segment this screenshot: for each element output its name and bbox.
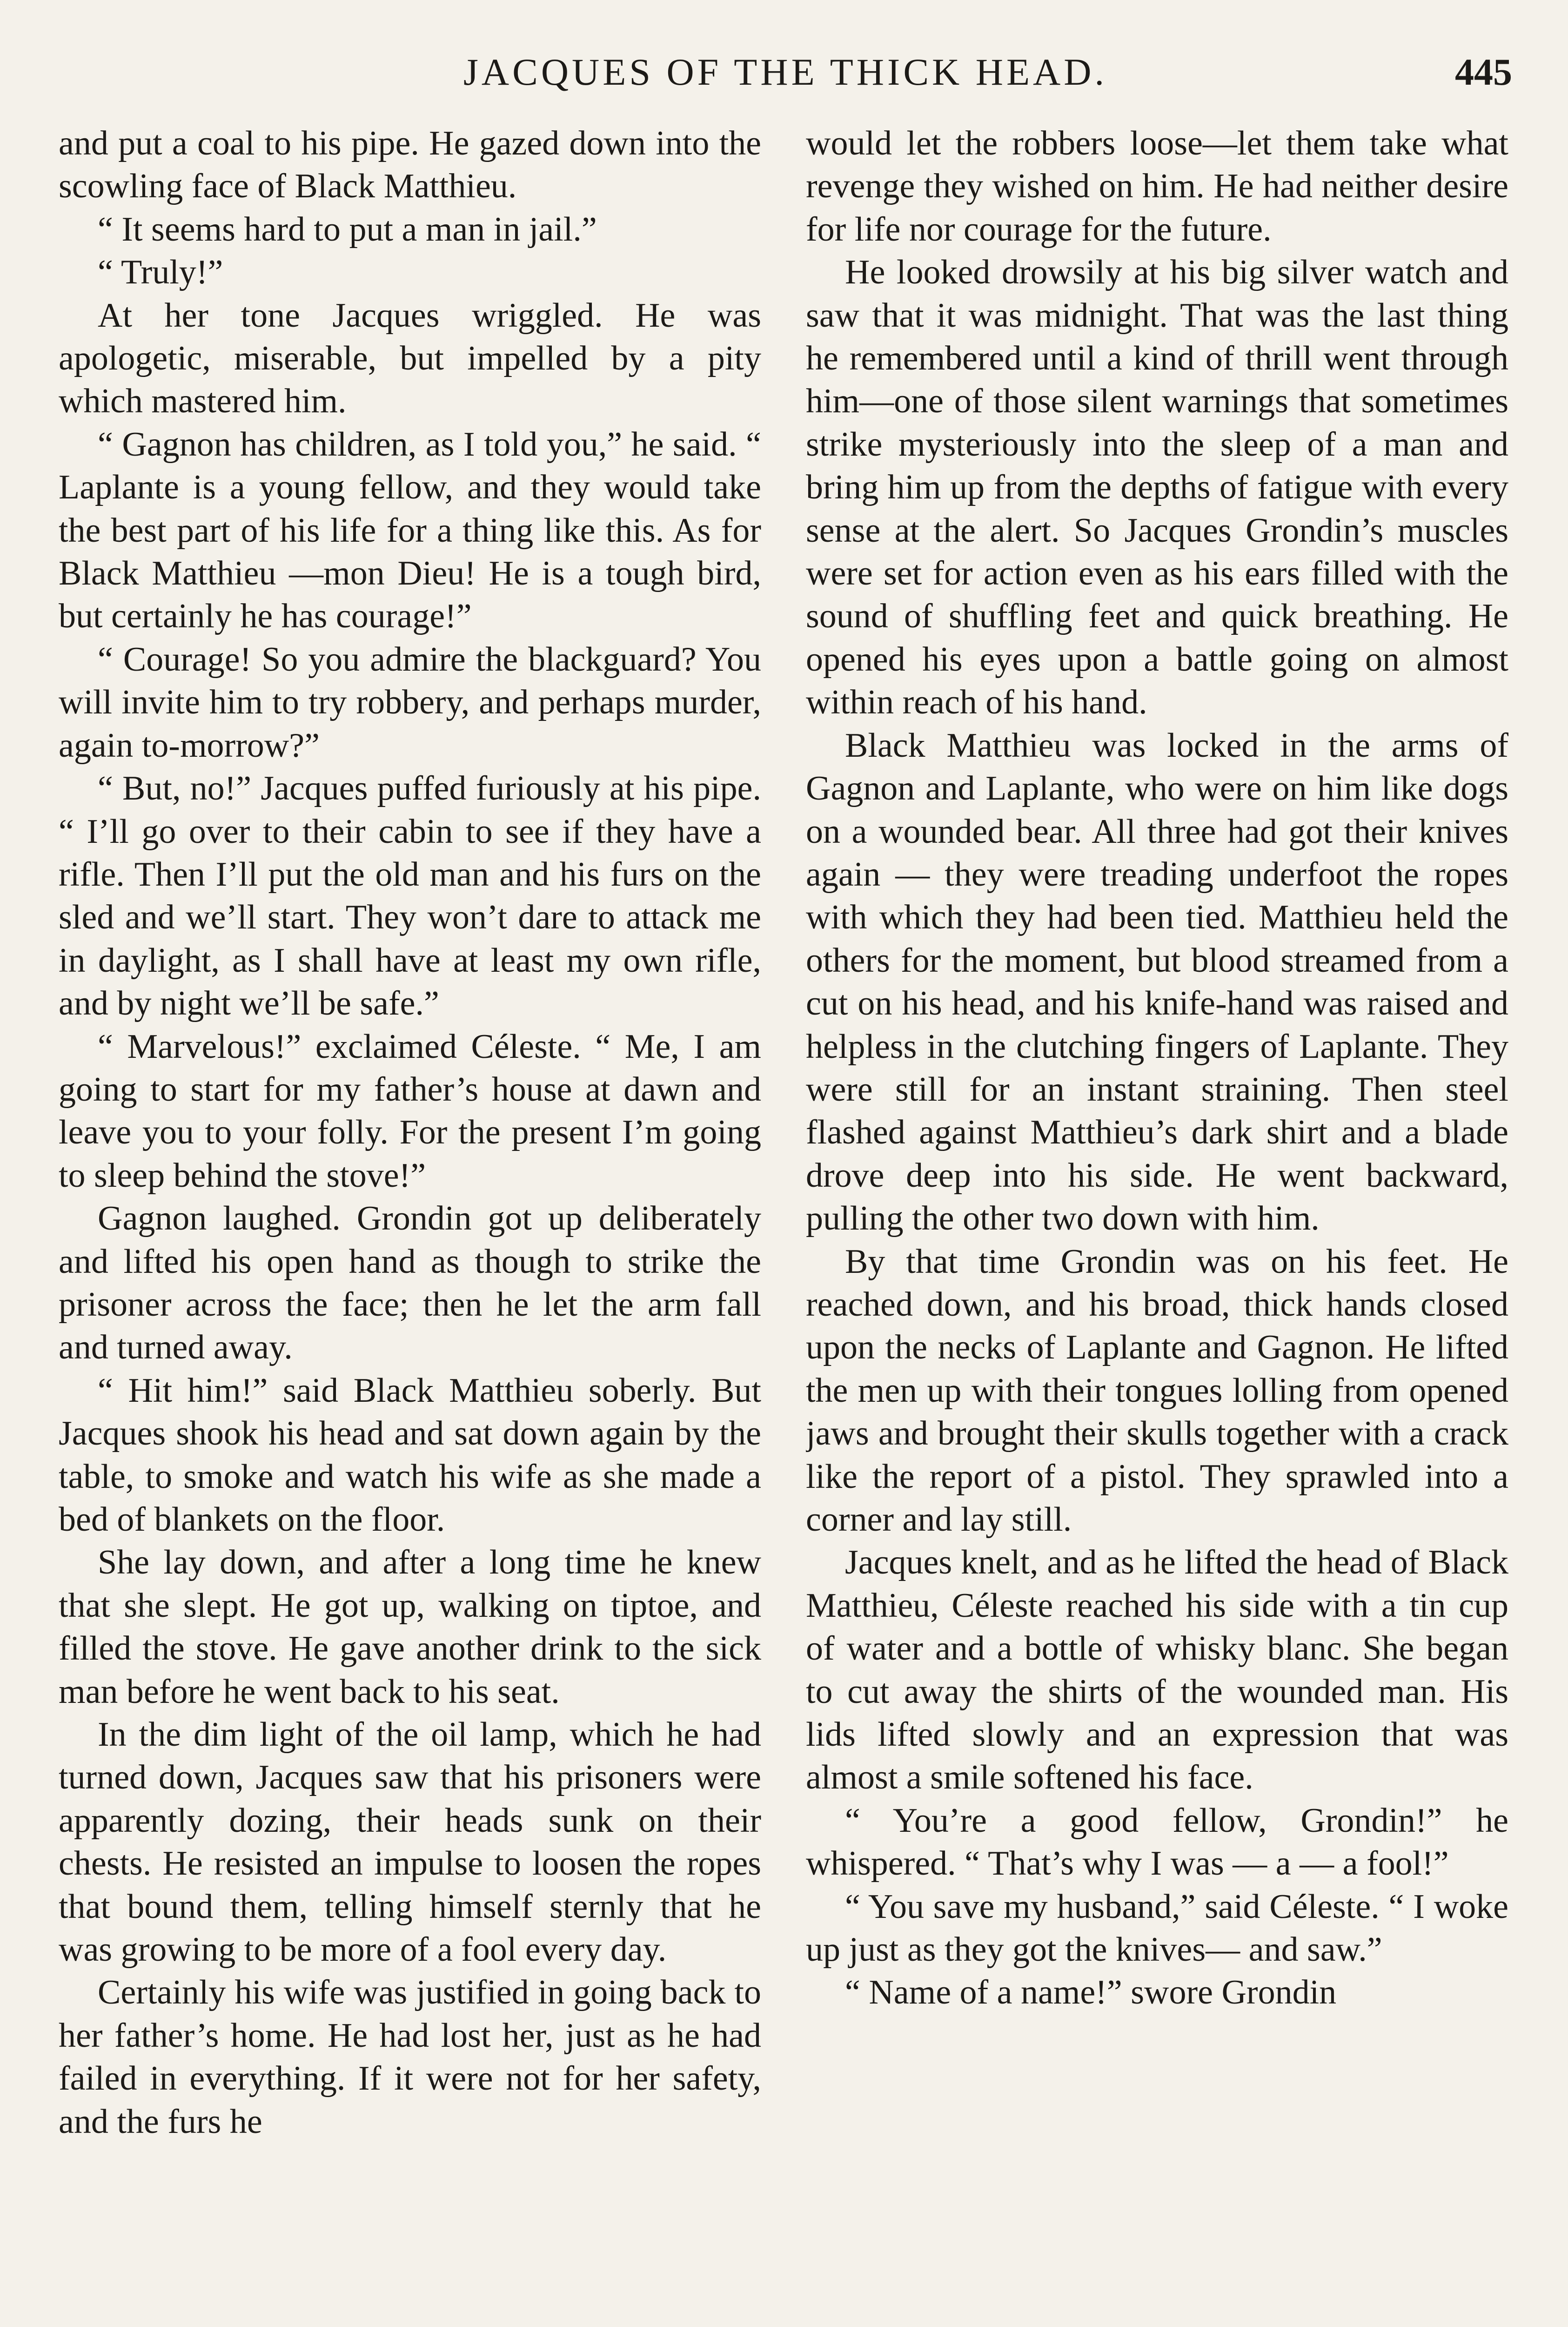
paragraph: “ You save my husband,” said Céleste. “ I woke up just as they got the knives— and saw.” [806,1887,1508,1969]
paragraph: “ Hit him!” said Black Matthieu soberly. But Jacques shook his head and sat down again by the table, to smoke and watch his wife as she made a bed of blankets on the floor. [59,1371,761,1539]
running-head: JACQUES OF THE THICK HEAD. [463,51,1107,93]
paragraph: “ Courage! So you admire the blackguard? You will invite him to try robbery, and perhaps murder, again to-morrow?” [59,640,761,765]
paragraph: Jacques knelt, and as he lifted the head of Black Matthieu, Céleste reached his side with a tin cup of water and a bottle of whisky blanc. She began to cut away the shirts of the wounded man. His lids lifted slowly and an expression that was almost a smile softened his face. [806,1543,1508,1797]
paragraph: would let the robbers loose—let them take what revenge they wished on him. He had neither desire for life nor courage for the future. [806,124,1508,249]
paragraph: “ But, no!” Jacques puffed furiously at his pipe. “ I’ll go over to their cabin to see if they have a rifle. Then I’ll put the old man and his furs on the sled and we’ll start. They won’t dare to attack me in daylight, as I shall have at least my own rifle, and by night we’ll be safe.” [59,769,761,1023]
paragraph: Certainly his wife was justified in going back to her father’s home. He had lost her, just as he had failed in everything. If it were not for her safety, and the furs he [59,1973,761,2141]
paragraph: By that time Grondin was on his feet. He reached down, and his broad, thick hands closed upon the necks of Laplante and Gagnon. He lifted the men up with their tongues lolling from opened jaws and brought their skulls together with a crack like the report of a pistol. They sprawled into a corner and lay still. [806,1242,1508,1539]
paragraph: and put a coal to his pipe. He gazed down into the scowling face of Black Matthieu. [59,124,761,206]
right-column [806,122,1508,2327]
left-column [59,122,761,2327]
paragraph: “ You’re a good fellow, Grondin!” he whispered. “ That’s why I was — a — a fool!” [806,1801,1508,1883]
paragraph: “ Marvelous!” exclaimed Céleste. “ Me, I am going to start for my father’s house at dawn and leave you to your folly. For the present I’m going to sleep behind the stove!” [59,1027,761,1195]
paragraph: “ Gagnon has children, as I told you,” he said. “ Laplante is a young fellow, and they would take the best part of his life for a thing like this. As for Black Matthieu —mon Dieu! He is a tough bird, but certainly he has courage!” [59,425,761,636]
paragraph: He looked drowsily at his big silver watch and saw that it was midnight. That was the last thing he remembered until a kind of thrill went through him—one of those silent warnings that sometimes strike mysteriously into the sleep of a man and bring him up from the depths of fatigue with every sense at the alert. So Jacques Grondin’s muscles were set for action even as his ears filled with the sound of shuffling feet and quick breathing. He opened his eyes upon a battle going on almost within reach of his hand. [806,253,1508,722]
paragraph: She lay down, and after a long time he knew that she slept. He got up, walking on tiptoe, and filled the stove. He gave another drink to the sick man before he went back to his seat. [59,1543,761,1711]
paragraph: In the dim light of the oil lamp, which he had turned down, Jacques saw that his prisoners were apparently dozing, their heads sunk on their chests. He resisted an impulse to loosen the ropes that bound them, telling himself sternly that he was growing to be more of a fool every day. [59,1715,761,1969]
page-number: 445 [1455,51,1512,93]
paragraph: Gagnon laughed. Grondin got up deliberately and lifted his open hand as though to strike the prisoner across the face; then he let the arm fall and turned away. [59,1199,761,1367]
paragraph: At her tone Jacques wriggled. He was apologetic, miserable, but impelled by a pity which mastered him. [59,296,761,421]
page-header [59,42,1512,102]
paragraph: “ Truly!” [98,253,223,292]
paragraph: “ It seems hard to put a man in jail.” [98,210,597,249]
paragraph: Black Matthieu was locked in the arms of Gagnon and Laplante, who were on him like dogs on a wounded bear. All three had got their knives again — they were treading underfoot the ropes with which they had been tied. Matthieu held the others for the moment, but blood streamed from a cut on his head, and his knife-hand was raised and helpless in the clutching fingers of Laplante. They were still for an instant straining. Then steel flashed against Matthieu’s dark shirt and a blade drove deep into his side. He went backward, pulling the other two down with him. [806,726,1508,1238]
paragraph: “ Name of a name!” swore Grondin [845,1973,1337,2012]
